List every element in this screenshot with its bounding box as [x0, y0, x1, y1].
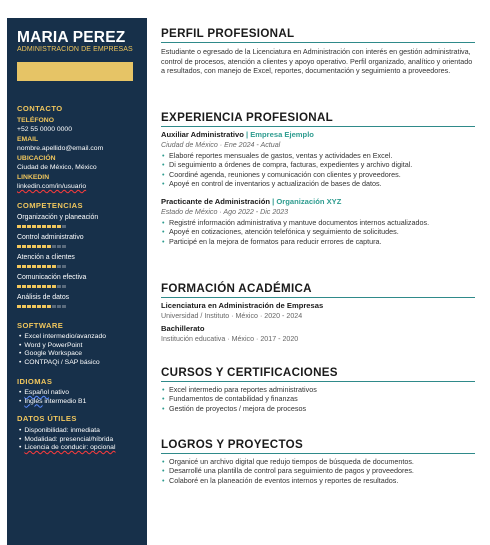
sidebar — [7, 18, 147, 545]
list-item: • Modalidad: presencial/híbrida — [19, 436, 115, 445]
degree-name: Bachillerato — [161, 324, 205, 333]
list-item: • Apoyé en cotizaciones, atención telefónica y seguimiento de solicitudes. — [161, 227, 471, 236]
skill-dot — [57, 305, 61, 308]
linkedin-link[interactable]: linkedin.com/in/usuario — [17, 183, 87, 190]
skill-dot — [37, 305, 41, 308]
skill-dot — [62, 225, 66, 228]
job-position: Auxiliar Administrativo — [161, 130, 244, 139]
skill-dot — [22, 225, 26, 228]
skill-dot — [62, 265, 66, 268]
degree-name: Licenciatura en Administración de Empresas — [161, 301, 324, 310]
skill-dot — [42, 225, 46, 228]
skill-dot — [62, 305, 66, 308]
linkedin-label: LINKEDIN — [17, 174, 50, 181]
skill-dot — [57, 245, 61, 248]
skill-level-bar — [17, 265, 66, 268]
email-label: EMAIL — [17, 136, 39, 143]
list-item: • Gestión de proyectos / mejora de procesos — [161, 404, 471, 413]
list-item: • Organicé un archivo digital que redujo tiempos de búsqueda de documentos. — [161, 457, 471, 466]
phone-label: TELÉFONO — [17, 117, 55, 124]
list-item: • Word y PowerPoint — [19, 342, 106, 351]
courses-list — [161, 385, 471, 413]
section-divider — [161, 297, 475, 298]
software-title: SOFTWARE — [17, 321, 64, 330]
section-divider — [161, 381, 475, 382]
phone-value: +52 55 0000 0000 — [17, 126, 72, 133]
skill-level-bar — [17, 245, 66, 248]
achievements-list — [161, 457, 471, 485]
list-item: • Excel intermedio/avanzado — [19, 333, 106, 342]
courses-title: CURSOS Y CERTIFICACIONES — [161, 366, 338, 379]
list-item: • Participé en la mejora de formatos para reducir errores de captura. — [161, 237, 471, 246]
skill-dot — [62, 285, 66, 288]
skill-dot — [52, 225, 56, 228]
email-value[interactable]: nombre.apellido@email.com — [17, 145, 104, 152]
skill-dot — [22, 265, 26, 268]
list-item — [19, 398, 86, 407]
list-item: • Registré información administrativa y mantuve documentos internos actualizados. — [161, 218, 471, 227]
skill-dot — [32, 305, 36, 308]
list-item: • Coordiné agenda, reuniones y comunicación con clientes y proveedores. — [161, 170, 471, 179]
list-item — [19, 444, 115, 453]
skill-dot — [27, 225, 31, 228]
location-value: Ciudad de México, México — [17, 164, 97, 171]
job-position: Practicante de Administración — [161, 197, 271, 206]
skill-dot — [22, 285, 26, 288]
candidate-role: ADMINISTRACION DE EMPRESAS — [17, 46, 133, 53]
skill-dot — [57, 225, 61, 228]
skill-name: Organización y planeación — [17, 214, 99, 221]
skill-dot — [22, 305, 26, 308]
list-item: • Fundamentos de contabilidad y finanzas — [161, 394, 471, 403]
section-divider — [161, 453, 475, 454]
job-meta: Ciudad de México · Ene 2024 - Actual — [161, 141, 281, 149]
resume-page — [7, 18, 485, 545]
job-heading — [161, 130, 314, 139]
achievements-title: LOGROS Y PROYECTOS — [161, 438, 303, 451]
software-list — [19, 333, 106, 367]
skill-level-bar — [17, 225, 66, 228]
job-company: | Organización XYZ — [272, 197, 342, 206]
skill-dot — [32, 245, 36, 248]
skill-dot — [17, 245, 21, 248]
profile-title: PERFIL PROFESIONAL — [161, 27, 295, 40]
contact-title: CONTACTO — [17, 104, 63, 113]
skill-dot — [37, 265, 41, 268]
skill-dot — [52, 265, 56, 268]
profile-text: Estudiante o egresado de la Licenciatura en Administración con interés en gestión administrativa, control de procesos, atención a clientes y apoyo operativo. Perfil organizado, analítico y orientado a resultados, con manejo de Excel, reportes, documentación y seguimiento a proveedores. — [161, 47, 473, 76]
experience-title: EXPERIENCIA PROFESIONAL — [161, 111, 334, 124]
linkedin-value[interactable] — [17, 183, 86, 190]
skill-name: Análisis de datos — [17, 294, 70, 301]
skill-dot — [17, 285, 21, 288]
skill-dot — [52, 245, 56, 248]
skill-name: Control administrativo — [17, 234, 84, 241]
list-item: • CONTPAQi / SAP básico — [19, 359, 106, 368]
section-divider — [161, 126, 475, 127]
language-level: nativo — [50, 389, 69, 396]
license-text: Licencia de conducir: opcional — [24, 444, 116, 452]
skill-dot — [42, 305, 46, 308]
skill-dot — [37, 225, 41, 228]
degree-meta: Universidad / Instituto · México · 2020 - 2024 — [161, 312, 303, 320]
competencies-title: COMPETENCIAS — [17, 201, 83, 210]
degree-meta: Institución educativa · México · 2017 - 2020 — [161, 335, 299, 343]
skill-dot — [62, 245, 66, 248]
skill-dot — [27, 265, 31, 268]
skill-dot — [37, 285, 41, 288]
list-item: • Google Workspace — [19, 350, 106, 359]
location-label: UBICACIÓN — [17, 155, 56, 162]
skill-dot — [47, 305, 51, 308]
useful-data-title: DATOS ÚTILES — [17, 414, 77, 423]
skill-dot — [42, 285, 46, 288]
job-bullets — [161, 151, 471, 189]
photo-placeholder — [17, 62, 133, 81]
skill-dot — [27, 245, 31, 248]
skill-name: Comunicación efectiva — [17, 274, 87, 281]
skill-dot — [27, 305, 31, 308]
skill-dot — [17, 305, 21, 308]
list-item: • Colaboré en la planeación de eventos internos y reportes de resultados. — [161, 476, 471, 485]
skill-dot — [47, 225, 51, 228]
skill-dot — [17, 265, 21, 268]
list-item: • Excel intermedio para reportes administrativos — [161, 385, 471, 394]
skill-dot — [52, 305, 56, 308]
skill-dot — [32, 285, 36, 288]
language-level: intermedio B1 — [44, 397, 87, 405]
skill-dot — [47, 265, 51, 268]
languages-title: IDIOMAS — [17, 377, 53, 386]
education-title: FORMACIÓN ACADÉMICA — [161, 282, 312, 295]
skill-dot — [52, 285, 56, 288]
skill-dot — [47, 245, 51, 248]
skill-dot — [17, 225, 21, 228]
language-name: Inglés — [24, 397, 43, 405]
skill-dot — [37, 245, 41, 248]
list-item: • Apoyé en control de inventarios y actualización de bases de datos. — [161, 179, 471, 188]
candidate-name: MARIA PEREZ — [17, 29, 126, 46]
skill-dot — [42, 265, 46, 268]
skill-dot — [57, 285, 61, 288]
skill-dot — [42, 245, 46, 248]
list-item: • Di seguimiento a órdenes de compra, facturas, expedientes y archivo digital. — [161, 160, 471, 169]
skill-level-bar — [17, 305, 66, 308]
job-bullets — [161, 218, 471, 246]
list-item: • Disponibilidad: inmediata — [19, 427, 115, 436]
list-item — [19, 389, 86, 398]
useful-data-list — [19, 427, 115, 453]
skill-dot — [57, 265, 61, 268]
job-meta: Estado de México · Ago 2022 - Dic 2023 — [161, 208, 289, 216]
section-divider — [161, 42, 475, 43]
skill-dot — [32, 265, 36, 268]
skill-dot — [32, 225, 36, 228]
languages-list — [19, 389, 86, 406]
skill-dot — [47, 285, 51, 288]
job-heading — [161, 197, 341, 206]
list-item: • Desarrollé una plantilla de control para seguimiento de pagos y proveedores. — [161, 466, 471, 475]
language-name: Español — [24, 389, 49, 396]
job-company: | Empresa Ejemplo — [245, 130, 314, 139]
skill-dot — [27, 285, 31, 288]
skill-name: Atención a clientes — [17, 254, 75, 261]
skill-level-bar — [17, 285, 66, 288]
skill-dot — [22, 245, 26, 248]
list-item: • Elaboré reportes mensuales de gastos, ventas y actividades en Excel. — [161, 151, 471, 160]
